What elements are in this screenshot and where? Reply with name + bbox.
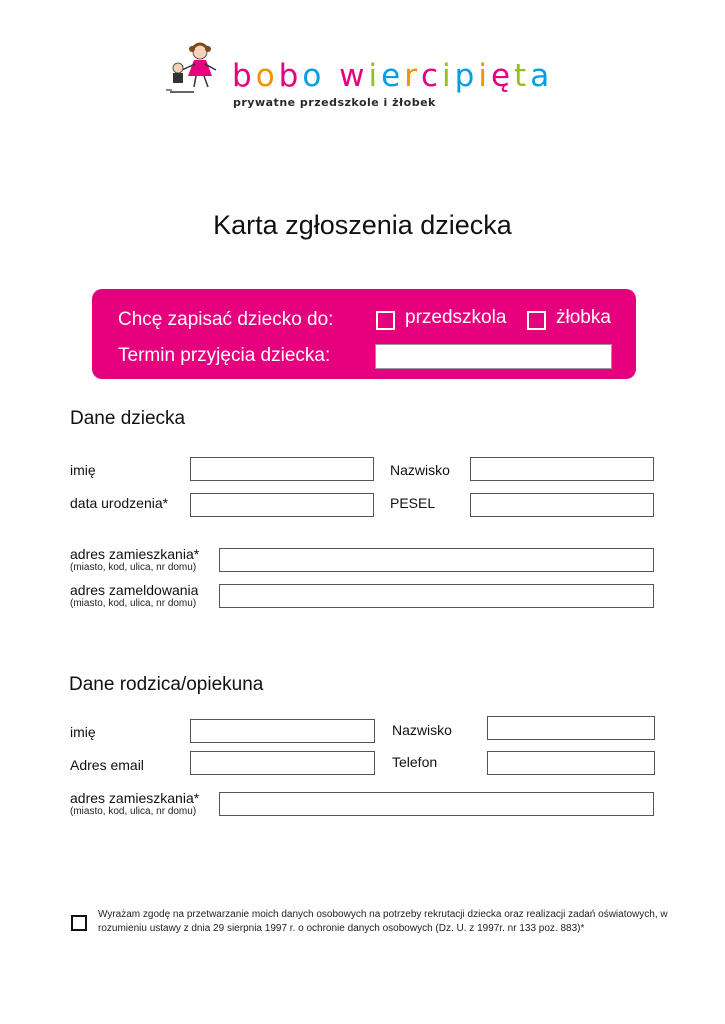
child-registered-address-field[interactable] [219, 584, 654, 608]
child-address-label: adres zamieszkania* [70, 546, 200, 562]
child-pesel-label: PESEL [390, 495, 436, 511]
nursery-label: żłobka [556, 307, 611, 328]
child-first-name-label: imię [70, 462, 96, 478]
parent-phone-label: Telefon [392, 754, 438, 770]
admission-date-label: Termin przyjęcia dziecka: [118, 345, 331, 366]
logo-letter: ę [490, 58, 515, 94]
logo-letter: w [339, 58, 369, 94]
preschool-label: przedszkola [405, 307, 507, 328]
logo-letter: c [420, 58, 443, 94]
nursery-checkbox[interactable] [527, 311, 546, 330]
logo-letter: a [530, 58, 554, 94]
enroll-label: Chcę zapisać dziecko do: [118, 309, 334, 330]
admission-date-field[interactable] [375, 344, 612, 369]
logo-letter: b [278, 58, 303, 94]
logo-letter: t [514, 58, 531, 94]
parent-first-name-field[interactable] [190, 719, 375, 743]
parent-section-heading: Dane rodzica/opiekuna [69, 674, 264, 695]
parent-phone-field[interactable] [487, 751, 655, 775]
child-address-hint: (miasto, kod, ulica, nr domu) [70, 562, 197, 573]
parent-last-name-field[interactable] [487, 716, 655, 740]
logo-letter: i [478, 58, 491, 94]
logo-letter [325, 58, 339, 94]
parent-last-name-label: Nazwisko [392, 722, 452, 738]
child-registered-address-label: adres zameldowania [70, 582, 199, 598]
parent-email-label: Adres email [70, 757, 144, 773]
child-birth-date-field[interactable] [190, 493, 374, 517]
child-pesel-field[interactable] [470, 493, 654, 517]
consent-checkbox[interactable] [71, 915, 87, 931]
logo-letter: p [454, 58, 479, 94]
parent-first-name-label: imię [70, 724, 96, 740]
child-birth-date-label: data urodzenia* [70, 495, 169, 511]
logo-letter: o [255, 58, 279, 94]
child-last-name-label: Nazwisko [390, 462, 450, 478]
parent-email-field[interactable] [190, 751, 375, 775]
parent-address-field[interactable] [219, 792, 654, 816]
logo-subtitle: prywatne przedszkole i żłobek [233, 96, 436, 109]
consent-text: Wyrażam zgodę na przetwarzanie moich danych osobowych na potrzeby rekrutacji dziecka oraz realizacji zadań oświatowych, w rozumieniu ustawy z dnia 29 sierpnia 1997 r. o ochronie danych osobowych (Dz. U. z 1997r. nr 133 poz. 883)* [98, 909, 668, 934]
preschool-checkbox[interactable] [376, 311, 395, 330]
child-last-name-field[interactable] [470, 457, 654, 481]
logo-letter: i [442, 58, 455, 94]
logo-letter: r [404, 58, 421, 94]
child-first-name-field[interactable] [190, 457, 374, 481]
logo-letter: i [368, 58, 382, 94]
child-address-field[interactable] [219, 548, 654, 572]
parent-address-hint: (miasto, kod, ulica, nr domu) [70, 806, 197, 817]
logo-letter: o [302, 58, 326, 94]
logo-letter: e [381, 58, 405, 94]
child-section-heading: Dane dziecka [70, 408, 186, 429]
parent-address-label: adres zamieszkania* [70, 790, 200, 806]
logo-wordmark [232, 58, 553, 94]
child-registered-address-hint: (miasto, kod, ulica, nr domu) [70, 598, 197, 609]
children-playing-icon [164, 40, 228, 96]
page-title: Karta zgłoszenia dziecka [213, 210, 512, 240]
logo-letter: b [232, 58, 256, 94]
